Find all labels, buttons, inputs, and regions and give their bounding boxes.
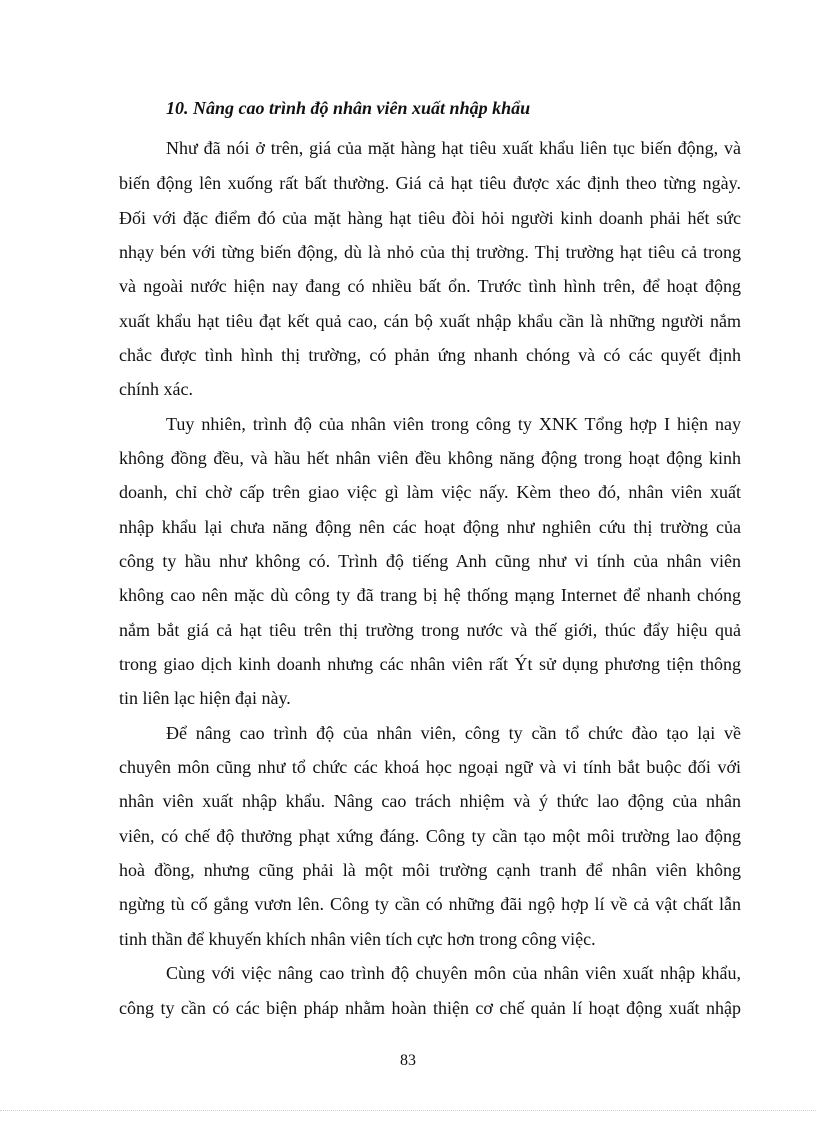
text-line: biến động lên xuống rất bất thường. Giá cả hạt tiêu được xác định theo từng ngày. xyxy=(119,173,741,193)
text-line: chắc được tình hình thị trường, có phản ứng nhanh chóng và có các quyết định xyxy=(119,345,741,365)
text-line: Cùng với việc nâng cao trình độ chuyên môn của nhân viên xuất nhập khẩu, xyxy=(166,963,741,983)
text-line: chính xác. xyxy=(119,379,193,399)
text-line: viên, có chế độ thưởng phạt xứng đáng. Công ty cần tạo một môi trường lao động xyxy=(119,826,741,846)
text-line: doanh, chỉ chờ cấp trên giao việc gì làm việc nấy. Kèm theo đó, nhân viên xuất xyxy=(119,482,741,502)
text-line: tinh thần để khuyến khích nhân viên tích cực hơn trong công việc. xyxy=(119,929,596,949)
text-line: không đồng đều, và hầu hết nhân viên đều không năng động trong hoạt động kinh xyxy=(119,448,741,468)
text-line: Như đã nói ở trên, giá của mặt hàng hạt tiêu xuất khẩu liên tục biến động, và xyxy=(166,138,741,158)
page-number: 83 xyxy=(400,1052,416,1069)
text-line: tin liên lạc hiện đại này. xyxy=(119,688,291,708)
text-line: nắm bắt giá cả hạt tiêu trên thị trường trong nước và thế giới, thúc đẩy hiệu quả xyxy=(119,620,741,640)
page-bottom-divider xyxy=(0,1110,816,1111)
text-line: xuất khẩu hạt tiêu đạt kết quả cao, cán bộ xuất nhập khẩu cần là những người nắm xyxy=(119,311,741,331)
text-line: nhập khẩu lại chưa năng động nên các hoạt động như nghiên cứu thị trường của xyxy=(119,517,741,537)
text-line: không cao nên mặc dù công ty đã trang bị hệ thống mạng Internet để nhanh chóng xyxy=(119,585,741,605)
text-line: ngừng tù cố gắng vươn lên. Công ty cần có những đãi ngộ hợp lí về cả vật chất lẫn xyxy=(119,894,741,914)
text-line: và ngoài nước hiện nay đang có nhiều bất ổn. Trước tình hình trên, để hoạt động xyxy=(119,276,741,296)
text-line: hoà đồng, nhưng cũng phải là một môi trường cạnh tranh để nhân viên không xyxy=(119,860,741,880)
text-line: nhạy bén với từng biến động, dù là nhỏ của thị trường. Thị trường hạt tiêu cả trong xyxy=(119,242,741,262)
text-line: Để nâng cao trình độ của nhân viên, công ty cần tổ chức đào tạo lại về xyxy=(166,723,741,743)
text-line: Đối với đặc điểm đó của mặt hàng hạt tiêu đòi hỏi người kinh doanh phải hết sức xyxy=(119,208,741,228)
section-heading: 10. Nâng cao trình độ nhân viên xuất nhập khẩu xyxy=(166,98,531,118)
text-line: nhân viên xuất nhập khẩu. Nâng cao trách nhiệm và ý thức lao động của nhân xyxy=(119,791,741,811)
text-line: Tuy nhiên, trình độ của nhân viên trong công ty XNK Tổng hợp I hiện nay xyxy=(166,414,741,434)
text-line: chuyên môn cũng như tổ chức các khoá học ngoại ngữ và vi tính bắt buộc đối với xyxy=(119,757,741,777)
text-line: công ty cần có các biện pháp nhằm hoàn thiện cơ chế quản lí hoạt động xuất nhập xyxy=(119,998,741,1018)
text-line: trong giao dịch kinh doanh nhưng các nhân viên rất Ýt sử dụng phương tiện thông xyxy=(119,654,741,674)
text-line: công ty hầu như không có. Trình độ tiếng Anh cũng như vi tính của nhân viên xyxy=(119,551,741,571)
